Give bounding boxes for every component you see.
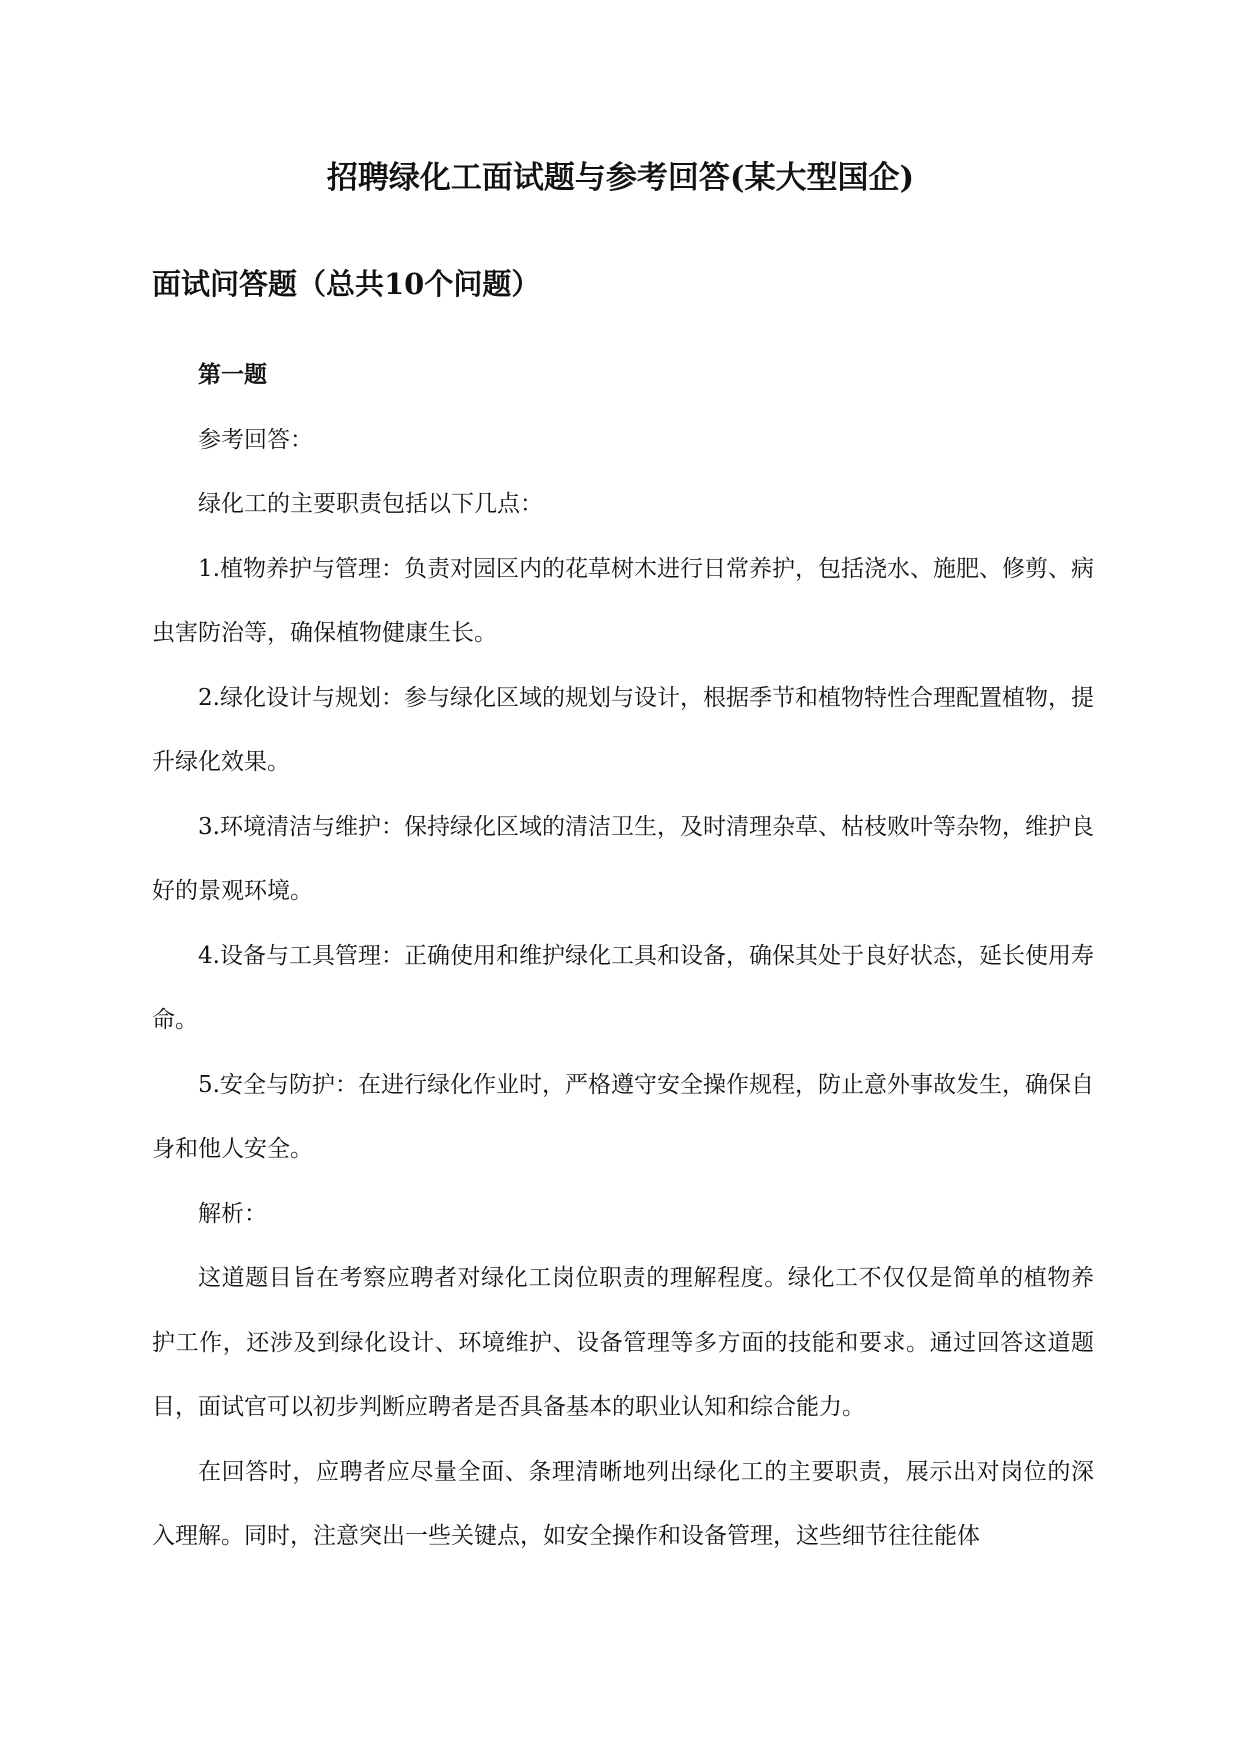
answer-point-4: 4.设备与工具管理：正确使用和维护绿化工具和设备，确保其处于良好状态，延长使用寿命。 [152, 942, 1094, 1033]
question-heading: 第一题 [198, 361, 267, 388]
section-heading: 面试问答题（总共10个问题） [152, 267, 541, 301]
analysis-paragraph-2: 在回答时，应聘者应尽量全面、条理清晰地列出绿化工的主要职责，展示出对岗位的深入理解。同时，注意突出一些关键点，如安全操作和设备管理，这些细节往往能体 [152, 1458, 1094, 1549]
document-body [152, 343, 1094, 1569]
analysis-paragraph-1: 这道题目旨在考察应聘者对绿化工岗位职责的理解程度。绿化工不仅仅是简单的植物养护工作，还涉及到绿化设计、环境维护、设备管理等多方面的技能和要求。通过回答这道题目，面试官可以初步判断应聘者是否具备基本的职业认知和综合能力。 [152, 1265, 1094, 1420]
answer-point-3: 3.环境清洁与维护：保持绿化区域的清洁卫生，及时清理杂草、枯枝败叶等杂物，维护良好的景观环境。 [152, 813, 1094, 904]
answer-point-5: 5.安全与防护：在进行绿化作业时，严格遵守安全操作规程，防止意外事故发生，确保自身和他人安全。 [152, 1071, 1094, 1162]
document-title: 招聘绿化工面试题与参考回答(某大型国企) [326, 160, 915, 196]
analysis-label: 解析： [198, 1200, 267, 1227]
answer-point-1: 1.植物养护与管理：负责对园区内的花草树木进行日常养护，包括浇水、施肥、修剪、病虫害防治等，确保植物健康生长。 [152, 555, 1094, 646]
answer-label: 参考回答： [198, 426, 313, 453]
answer-point-2: 2.绿化设计与规划：参与绿化区域的规划与设计，根据季节和植物特性合理配置植物，提升绿化效果。 [152, 684, 1094, 775]
answer-intro: 绿化工的主要职责包括以下几点： [198, 491, 543, 517]
